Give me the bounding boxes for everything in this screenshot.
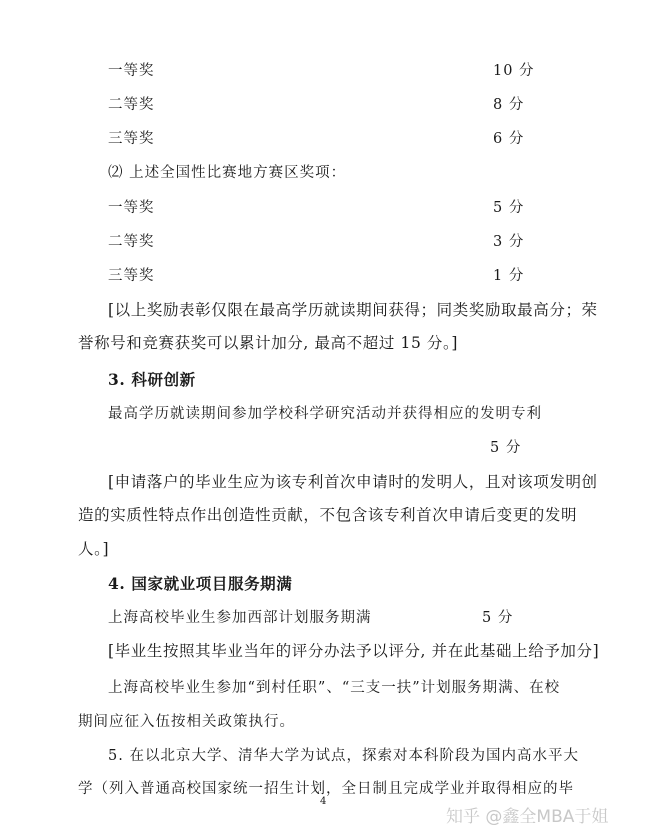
note-line: 人。] (78, 540, 110, 558)
note-line: 誉称号和竞赛获奖可以累计加分, 最高不超过 15 分。] (78, 334, 459, 352)
page-number: 4 (320, 796, 327, 807)
section-title: 4. 国家就业项目服务期满 (108, 574, 293, 593)
award-label: 一等奖 (108, 63, 155, 79)
watermark: 知乎 @鑫全MBA于姐 (446, 807, 609, 827)
award-score: 6 分 (493, 131, 525, 147)
para-line: 上海高校毕业生参加“到村任职”、“三支一扶”计划服务期满、在校 (108, 680, 561, 696)
award-score: 1 分 (493, 268, 525, 284)
note-line: [申请落户的毕业生应为该专利首次申请时的发明人，且对该项发明创 (108, 473, 598, 491)
para-line: 5. 在以北京大学、清华大学为试点，探索对本科阶段为国内高水平大 (108, 748, 579, 764)
para-line: 学（列入普通高校国家统一招生计划，全日制且完成学业并取得相应的毕 (78, 781, 574, 797)
section-title: 3. 科研创新 (108, 370, 196, 389)
section-score: 5 分 (490, 440, 522, 456)
award-label: 一等奖 (108, 200, 155, 216)
award-score: 10 分 (493, 63, 535, 79)
regional-heading: ⑵ 上述全国性比赛地方赛区奖项： (108, 165, 347, 181)
section-score: 5 分 (482, 610, 514, 626)
section-line: 最高学历就读期间参加学校科学研究活动并获得相应的发明专利 (108, 406, 542, 422)
award-score: 5 分 (493, 200, 525, 216)
award-score: 3 分 (493, 234, 525, 250)
note-line: [毕业生按照其毕业当年的评分办法予以评分, 并在此基础上给予加分] (108, 642, 600, 660)
note-line: 造的实质性特点作出创造性贡献，不包含该专利首次申请后变更的发明 (78, 506, 578, 524)
award-score: 8 分 (493, 97, 525, 113)
award-label: 二等奖 (108, 234, 155, 250)
award-label: 二等奖 (108, 97, 155, 113)
award-label: 三等奖 (108, 131, 155, 147)
section-line: 上海高校毕业生参加西部计划服务期满 (108, 610, 372, 626)
note-line: [以上奖励表彰仅限在最高学历就读期间获得；同类奖励取最高分；荣 (108, 301, 598, 319)
award-label: 三等奖 (108, 268, 155, 284)
para-line: 期间应征入伍按相关政策执行。 (78, 714, 295, 730)
